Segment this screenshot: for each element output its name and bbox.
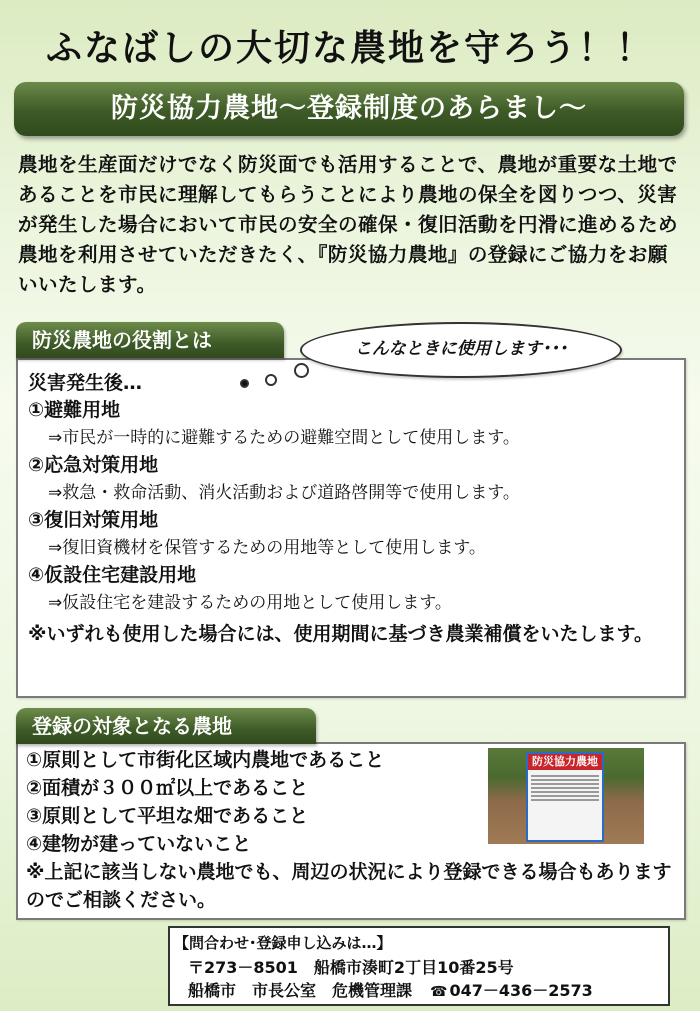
disaster-farmland-sign <box>526 752 604 842</box>
speech-cloud: こんなときに使用します･･･ <box>300 322 622 378</box>
criteria-item: ②面積が３００㎡以上であること <box>26 777 309 799</box>
contact-dept-line <box>188 978 593 1001</box>
roles-content <box>28 370 678 649</box>
contact-header: 【問合わせ･登録申し込みは…】 <box>174 934 392 952</box>
section-banner: 防災協力農地～登録制度のあらまし～ <box>14 82 684 136</box>
contact-box <box>168 926 670 1006</box>
role-description: ⇒市民が一時的に避難するための避難空間として使用します。 <box>48 428 520 448</box>
thought-bubble-dot <box>240 379 249 388</box>
role-heading: ④仮設住宅建設用地 <box>28 564 197 586</box>
role-heading: ①避難用地 <box>28 399 121 421</box>
roles-box <box>16 358 686 698</box>
role-heading: ③復旧対策用地 <box>28 509 159 531</box>
role-description: ⇒仮設住宅を建設するための用地として使用します。 <box>48 593 452 613</box>
sign-fine-print <box>528 770 602 806</box>
consultation-note: ※上記に該当しない農地でも、周辺の状況により登録できる場合もありますのでご相談ください。 <box>26 861 672 911</box>
intro-text: 農地を生産面だけでなく防災面でも活用することで、農地が重要な土地であることを市民に理解してもらうことにより農地の保全を図りつつ、災害が発生した場合において市民の安全の確保・復旧活動を円滑に進めるため農地を利用させていただきたく、『防災協力農地』の登録にご協力をお願いいたします。 <box>18 153 679 296</box>
thought-bubble-dot <box>294 363 309 378</box>
roles-tab-label: 防災農地の役割とは <box>16 322 284 358</box>
contact-address: 〒273－8501 船橋市湊町2丁目10番25号 <box>188 958 514 977</box>
target-tab-label: 登録の対象となる農地 <box>16 708 316 744</box>
after-disaster-label: 災害発生後… <box>28 372 143 394</box>
role-description: ⇒救急・救命活動、消火活動および道路啓開等で使用します。 <box>48 483 520 503</box>
compensation-note: ※いずれも使用した場合には、使用期間に基づき農業補償をいたします。 <box>28 623 653 645</box>
sign-label: 防災協力農地 <box>528 754 602 770</box>
role-heading: ②応急対策用地 <box>28 454 159 476</box>
contact-department: 船橋市 市長公室 危機管理課 <box>188 981 413 1000</box>
criteria-item: ④建物が建っていないこと <box>26 833 252 855</box>
phone-icon: ☎ <box>430 984 448 1000</box>
farmland-sign-photo <box>488 748 644 844</box>
role-description: ⇒復旧資機材を保管するための用地等として使用します。 <box>48 538 486 558</box>
page-title: ふなばしの大切な農地を守ろう！！ <box>45 27 654 69</box>
thought-bubble-dot <box>265 374 277 386</box>
criteria-item: ③原則として平坦な畑であること <box>26 805 309 827</box>
contact-phone: 047－436－2573 <box>449 981 593 1000</box>
criteria-item: ①原則として市街化区域内農地であること <box>26 749 385 771</box>
